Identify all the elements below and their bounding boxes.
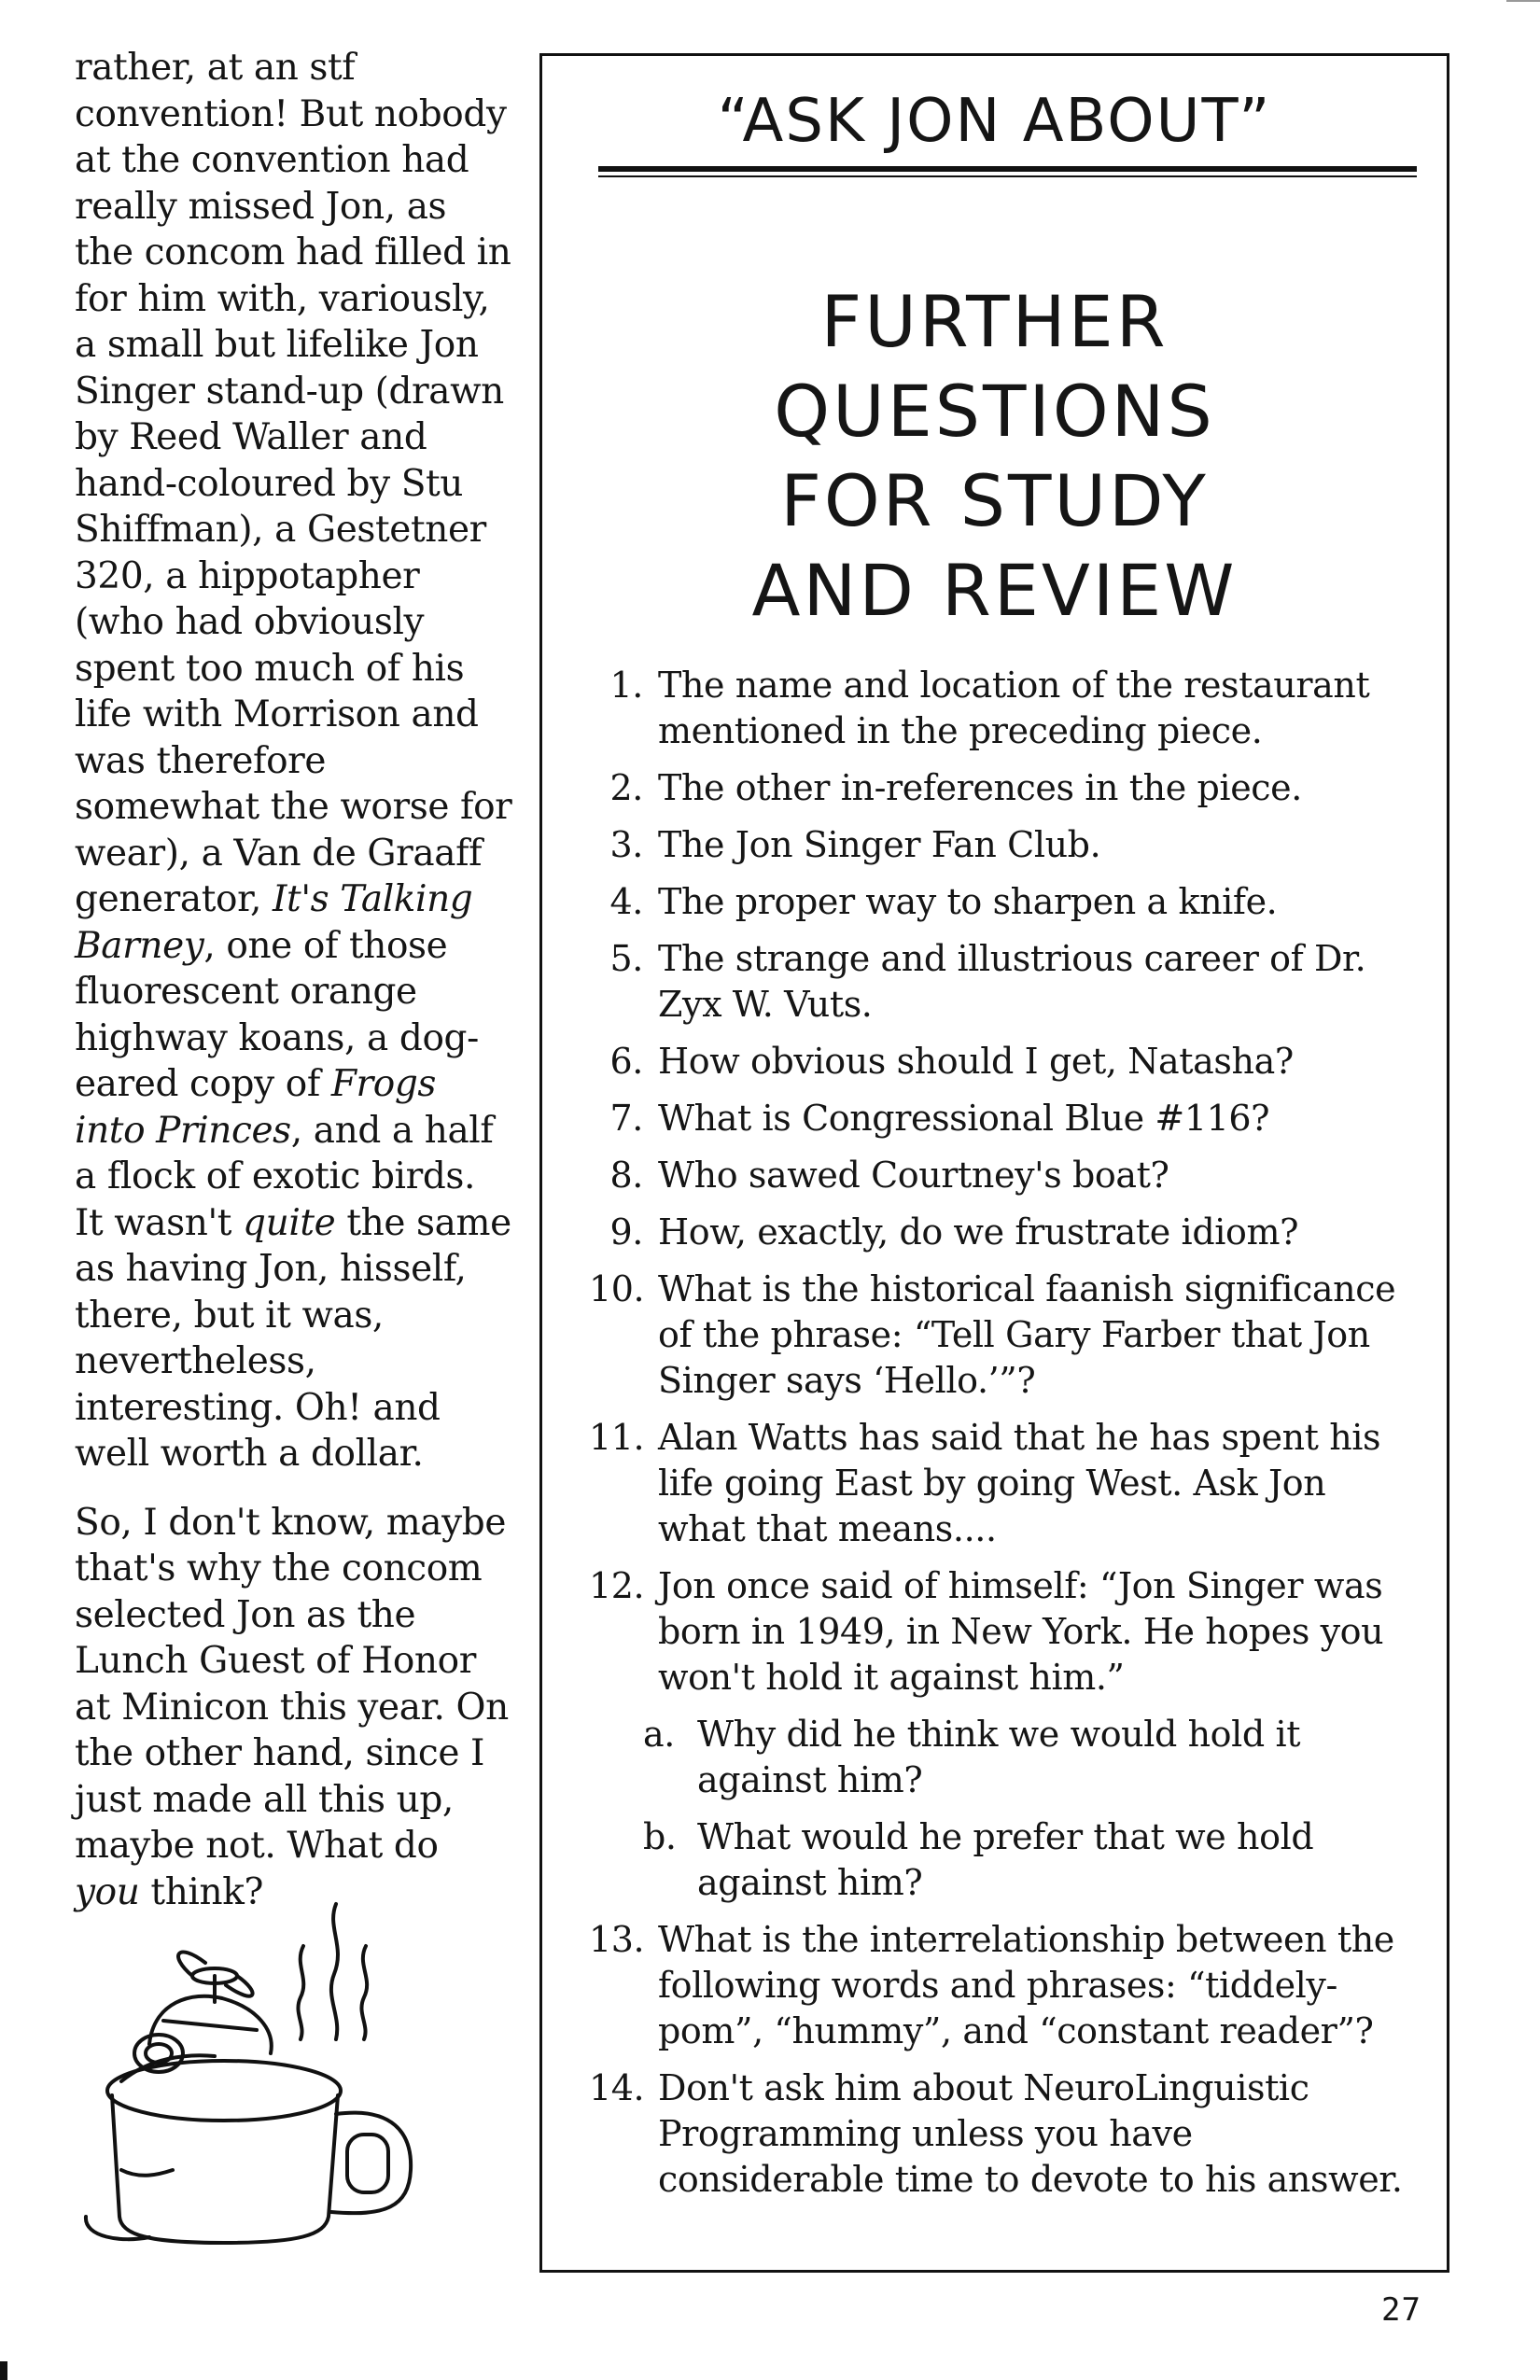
coffee-mug-with-propeller-beanie-icon: [65, 1890, 504, 2245]
item-text: How, exactly, do we frustrate idiom?: [658, 1211, 1299, 1253]
item-text: What is the historical faanish significance of the phrase: “Tell Gary Farber that Jon Singer says ‘Hello.’”?: [658, 1268, 1396, 1401]
item-number: 13.: [589, 1919, 645, 1960]
item-text: The proper way to sharpen a knife.: [658, 881, 1278, 922]
box-title: “ASK JON ABOUT”: [717, 87, 1272, 156]
list-item: [589, 1210, 1419, 1255]
item-number: 3.: [609, 824, 643, 865]
list-item: [589, 765, 1419, 811]
p1-italic-quite: quite: [243, 1201, 336, 1244]
item-number: 5.: [609, 938, 643, 979]
p2-italic-you: you: [75, 1870, 140, 1913]
title-rule-thick: [598, 166, 1417, 172]
item-text: The strange and illustrious career of Dr. Zyx W. Vuts.: [658, 938, 1366, 1025]
p1-text-a: rather, at an stf convention! But nobody at the convention had really missed Jon, as the concom had filled in for him with, variously, a small but lifelike Jon Singer stand-up (drawn by Reed Waller and hand-coloured by Stu Shiffman), a Gestetner 320, a hippotapher (who had obviously spent too much of his life with Morrison and was therefore somewhat the worse for wear), a Van de Graaff generator,: [75, 47, 512, 920]
heading-line: QUESTIONS: [774, 370, 1215, 453]
item-text: What is Congressional Blue #116?: [658, 1098, 1270, 1139]
list-item: [589, 663, 1419, 754]
item-text: Jon once said of himself: “Jon Singer was born in 1949, in New York. He hopes you won't hold it against him.”: [658, 1565, 1384, 1698]
item-number: 12.: [589, 1565, 645, 1606]
list-item: [589, 879, 1419, 925]
list-item: [589, 936, 1419, 1028]
sub-list-item: [589, 1814, 1419, 1906]
item-number: 11.: [589, 1417, 645, 1458]
list-item: [589, 1153, 1419, 1198]
question-list: [589, 663, 1419, 2214]
item-text: Don't ask him about NeuroLinguistic Programming unless you have considerable time to devote to his answer.: [658, 2067, 1403, 2200]
list-item: [589, 1415, 1419, 1552]
p2-text-b: think?: [139, 1870, 263, 1913]
title-rule-thin: [598, 175, 1417, 177]
p2-text-a: So, I don't know, maybe that's why the concom selected Jon as the Lunch Guest of Honor at Minicon this year. On the other hand, since I just made all this up, maybe not. What do: [75, 1501, 509, 1867]
corner-scan-mark: [0, 2361, 7, 2380]
left-column: [75, 45, 513, 1938]
item-number: 14.: [589, 2067, 645, 2108]
page-number: 27: [1381, 2291, 1421, 2329]
item-number: 1.: [609, 665, 643, 706]
paragraph-2: [75, 1500, 513, 1916]
p1-text-d: the same as having Jon, hisself, there, but it was, nevertheless, interesting. Oh! and well worth a dollar.: [75, 1201, 511, 1475]
sub-item-text: Why did he think we would hold it against him?: [697, 1714, 1301, 1800]
list-item: [589, 2065, 1419, 2203]
list-item: [589, 1917, 1419, 2054]
item-text: How obvious should I get, Natasha?: [658, 1041, 1294, 1082]
list-item: [589, 1267, 1419, 1404]
item-text: The Jon Singer Fan Club.: [658, 824, 1101, 865]
item-text: Who sawed Courtney's boat?: [658, 1155, 1169, 1196]
p1-text-b: , one of those fluorescent orange highway koans, a dog-eared copy of: [75, 924, 479, 1105]
item-text: The name and location of the restaurant mentioned in the preceding piece.: [658, 665, 1370, 751]
item-number: 7.: [609, 1098, 643, 1139]
item-text: Alan Watts has said that he has spent his life going East by going West. Ask Jon what that means....: [658, 1417, 1381, 1549]
item-number: 4.: [609, 881, 643, 922]
heading-line: FOR STUDY: [780, 459, 1209, 542]
section-heading: [542, 277, 1447, 636]
mug-illustration: [65, 1890, 504, 2245]
list-item: [589, 1039, 1419, 1085]
heading-line: AND REVIEW: [751, 549, 1238, 632]
heading-line: FURTHER: [820, 280, 1169, 363]
item-number: 9.: [609, 1211, 643, 1253]
corner-scan-line: [1506, 0, 1540, 2]
list-item: [589, 822, 1419, 868]
item-text: What is the interrelationship between the following words and phrases: “tiddely-pom”, “hummy”, and “constant reader”?: [658, 1919, 1394, 2051]
item-number: 6.: [609, 1041, 643, 1082]
sub-list-item: [589, 1712, 1419, 1803]
p1-italic-barney: It's Talking Barney: [75, 878, 473, 967]
item-text: The other in-references in the piece.: [658, 767, 1302, 808]
item-number: 8.: [609, 1155, 643, 1196]
sub-item-letter: b.: [643, 1816, 677, 1857]
list-item: [589, 1096, 1419, 1141]
sub-item-letter: a.: [643, 1714, 675, 1755]
sub-item-text: What would he prefer that we hold against him?: [697, 1816, 1314, 1903]
ask-jon-about-box: [539, 53, 1449, 2273]
item-number: 2.: [609, 767, 643, 808]
p1-italic-frogs: Frogs into Princes: [75, 1063, 437, 1152]
list-item: [589, 1563, 1419, 1701]
p1-text-c: , and a half a flock of exotic birds. It wasn't: [75, 1109, 494, 1244]
item-number: 10.: [589, 1268, 645, 1309]
paragraph-1: [75, 45, 513, 1477]
